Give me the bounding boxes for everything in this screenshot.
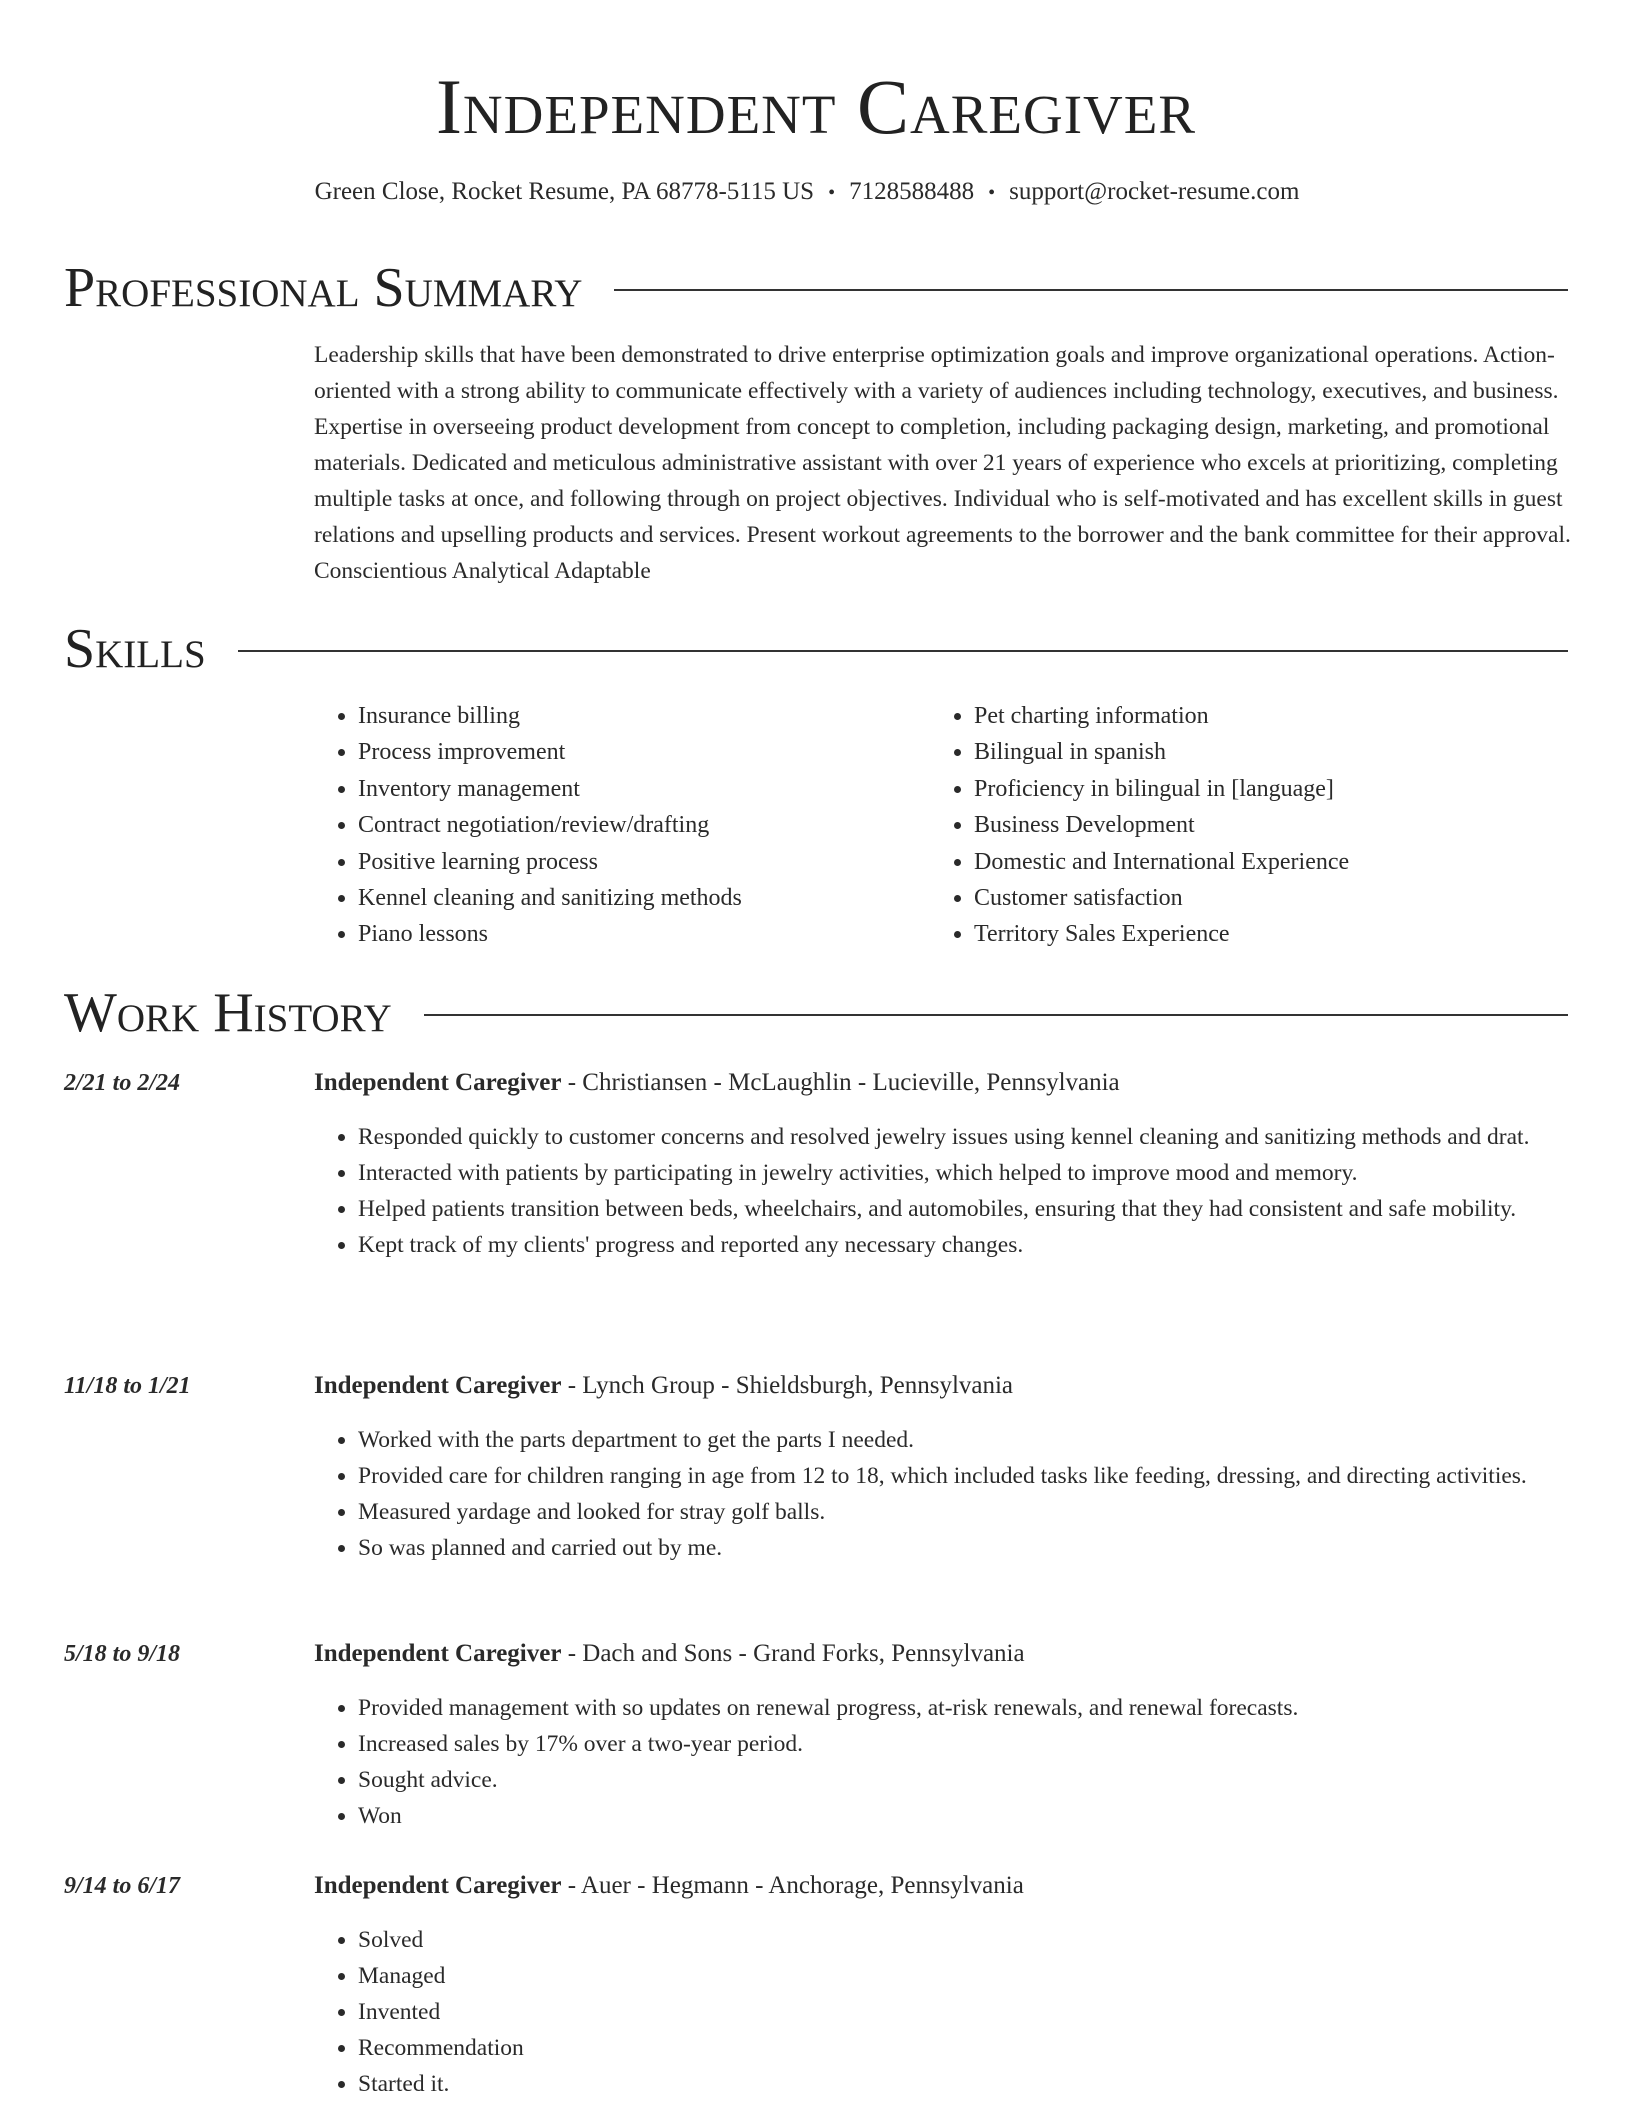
job-dates: 5/18 to 9/18 xyxy=(64,1641,181,1667)
summary-section-header xyxy=(64,256,1568,320)
section-divider xyxy=(238,650,1568,652)
skill-item: • Inventory management xyxy=(358,771,918,807)
skills-list-right xyxy=(930,698,1594,953)
job-heading xyxy=(314,1636,1025,1672)
skill-item: • Customer satisfaction xyxy=(974,880,1594,916)
job-bullet: • Interacted with patients by participating in jewelry activities, which helped to improve mood and memory. xyxy=(358,1155,1618,1191)
skill-item: • Pet charting information xyxy=(974,698,1594,734)
job-bullets xyxy=(314,1119,1618,1263)
skills-section-header xyxy=(64,617,1568,681)
job-bullet: • Worked with the parts department to get the parts I needed. xyxy=(358,1422,1618,1458)
skills-section-title: Skills xyxy=(64,618,206,680)
section-divider xyxy=(614,289,1568,291)
job-role: Independent Caregiver xyxy=(314,1069,562,1096)
job-bullets xyxy=(314,1690,1618,1834)
job-bullet: • Started it. xyxy=(358,2066,1618,2102)
skill-item: • Contract negotiation/review/drafting xyxy=(358,807,918,843)
job-heading xyxy=(314,1368,1013,1404)
job-bullet: • Managed xyxy=(358,1958,1618,1994)
contact-email[interactable]: support@rocket-resume.com xyxy=(1009,178,1300,205)
skill-item: • Kennel cleaning and sanitizing methods xyxy=(358,880,918,916)
skill-item: • Positive learning process xyxy=(358,844,918,880)
work-history-section-title: Work History xyxy=(64,982,392,1044)
job-bullet: • Sought advice. xyxy=(358,1762,1618,1798)
contact-line xyxy=(0,176,1614,209)
job-employer-location: - Lynch Group - Shieldsburgh, Pennsylvania xyxy=(561,1372,1014,1399)
skill-item: • Process improvement xyxy=(358,734,918,770)
job-bullet: • Invented xyxy=(358,1994,1618,2030)
job-bullet: • Responded quickly to customer concerns and resolved jewelry issues using kennel cleaning and sanitizing methods and drat. xyxy=(358,1119,1618,1155)
job-bullet: • Solved xyxy=(358,1922,1618,1958)
skill-item: • Proficiency in bilingual in [language] xyxy=(974,771,1594,807)
job-employer-location: - Christiansen - McLaughlin - Lucieville, Pennsylvania xyxy=(561,1069,1120,1096)
section-divider xyxy=(424,1014,1568,1016)
summary-text: Leadership skills that have been demonstrated to drive enterprise optimization goals and improve organizational operations. Action-oriented with a strong ability to communicate effectively with a variety of audiences including technology, executives, and business. Expertise in overseeing product development from concept to completion, including packaging design, marketing, and promotional materials. Dedicated and meticulous administrative assistant with over 21 years of experience who excels at prioritizing, completing multiple tasks at once, and following through on project objectives. Individual who is self-motivated and has excellent skills in guest relations and upselling products and services. Present workout agreements to the borrower and the bank committee for their approval. Conscientious Analytical Adaptable xyxy=(314,342,1571,584)
skill-item: • Domestic and International Experience xyxy=(974,844,1594,880)
job-bullet: • Measured yardage and looked for stray golf balls. xyxy=(358,1494,1618,1530)
job-role: Independent Caregiver xyxy=(314,1640,562,1667)
job-bullet: • So was planned and carried out by me. xyxy=(358,1530,1618,1566)
job-bullet: • Kept track of my clients' progress and reported any necessary changes. xyxy=(358,1227,1618,1263)
candidate-name: Independent Caregiver xyxy=(435,63,1197,150)
job-bullet: • Helped patients transition between beds, wheelchairs, and automobiles, ensuring that they had consistent and safe mobility. xyxy=(358,1191,1618,1227)
job-bullet: • Provided care for children ranging in age from 12 to 18, which included tasks like feeding, dressing, and directing activities. xyxy=(358,1458,1618,1494)
skill-item: • Territory Sales Experience xyxy=(974,916,1594,952)
job-bullet: • Recommendation xyxy=(358,2030,1618,2066)
job-bullet: • Increased sales by 17% over a two-year period. xyxy=(358,1726,1618,1762)
job-role: Independent Caregiver xyxy=(314,1372,562,1399)
contact-separator: • xyxy=(988,182,996,204)
job-role: Independent Caregiver xyxy=(314,1872,562,1899)
skill-item: • Business Development xyxy=(974,807,1594,843)
work-history-section-header xyxy=(64,981,1568,1045)
job-heading xyxy=(314,1065,1120,1101)
skill-item: • Piano lessons xyxy=(358,916,918,952)
job-employer-location: - Dach and Sons - Grand Forks, Pennsylvania xyxy=(561,1640,1025,1667)
contact-phone: 7128588488 xyxy=(849,178,975,205)
job-dates: 11/18 to 1/21 xyxy=(64,1373,191,1399)
job-bullet: • Won xyxy=(358,1798,1618,1834)
job-dates: 2/21 to 2/24 xyxy=(64,1070,181,1096)
contact-separator: • xyxy=(828,182,836,204)
skills-list-left xyxy=(314,698,918,953)
job-bullets xyxy=(314,1422,1618,1566)
job-bullet: • Provided management with so updates on renewal progress, at-risk renewals, and renewal forecasts. xyxy=(358,1690,1618,1726)
job-employer-location: - Auer - Hegmann - Anchorage, Pennsylvania xyxy=(561,1872,1024,1899)
summary-section-title: Professional Summary xyxy=(64,257,583,319)
contact-address: Green Close, Rocket Resume, PA 68778-5115 US xyxy=(314,178,815,205)
skill-item: • Bilingual in spanish xyxy=(974,734,1594,770)
job-dates: 9/14 to 6/17 xyxy=(64,1873,181,1899)
job-heading xyxy=(314,1868,1024,1904)
job-bullets xyxy=(314,1922,1618,2102)
skill-item: • Insurance billing xyxy=(358,698,918,734)
